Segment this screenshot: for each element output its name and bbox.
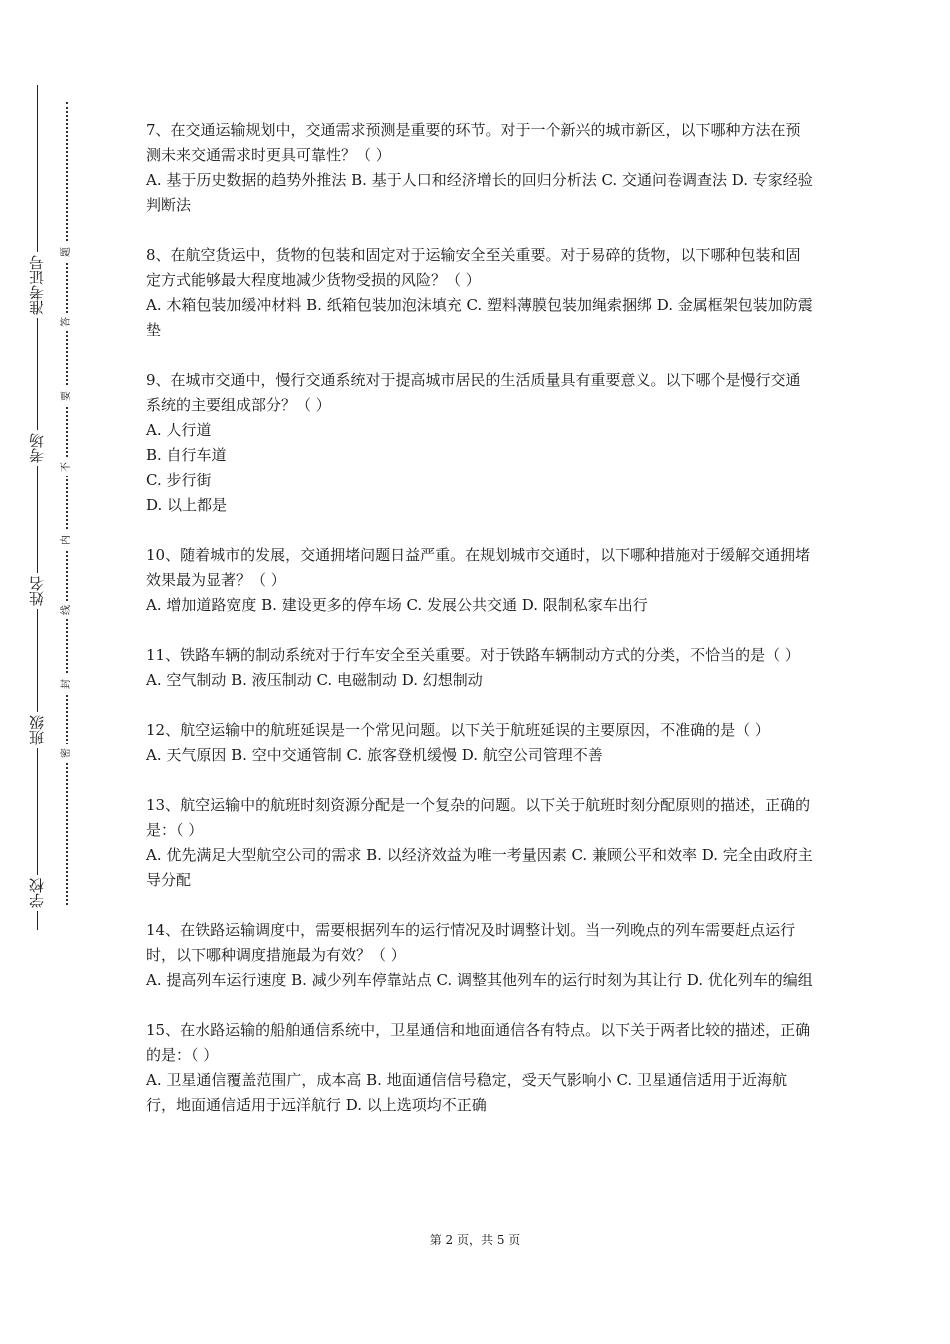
question-9 bbox=[146, 368, 814, 518]
class-field-label: 班级 bbox=[22, 712, 52, 748]
option-a: A. 人行道 bbox=[146, 421, 212, 439]
question-10 bbox=[146, 543, 814, 618]
seal-char: 题 bbox=[61, 243, 73, 261]
question-15 bbox=[146, 1018, 814, 1118]
question-list bbox=[146, 118, 814, 1143]
seal-char: 密 bbox=[61, 744, 73, 762]
question-options: A. 木箱包装加缓冲材料 B. 纸箱包装加泡沫填充 C. 塑料薄膜包装加绳索捆绑 D. 金属框架包装加防震垫 bbox=[146, 296, 813, 339]
seal-char: 线 bbox=[61, 601, 73, 619]
question-text: 9、在城市交通中，慢行交通系统对于提高城市居民的生活质量具有重要意义。以下哪个是慢行交通系统的主要组成部分？（ ） bbox=[146, 371, 801, 414]
question-14 bbox=[146, 918, 814, 993]
seal-dotted-line bbox=[66, 102, 68, 905]
question-options: A. 卫星通信覆盖范围广，成本高 B. 地面通信信号稳定，受天气影响小 C. 卫星通信适用于近海航行，地面通信适用于远洋航行 D. 以上选项均不正确 bbox=[146, 1071, 787, 1114]
page-number: 第 2 页，共 5 页 bbox=[429, 1233, 521, 1247]
question-12 bbox=[146, 718, 814, 768]
question-options: A. 增加道路宽度 B. 建设更多的停车场 C. 发展公共交通 D. 限制私家车出行 bbox=[146, 596, 648, 614]
binding-solid-line bbox=[37, 85, 38, 930]
question-options: A. 基于历史数据的趋势外推法 B. 基于人口和经济增长的回归分析法 C. 交通问卷调查法 D. 专家经验判断法 bbox=[146, 171, 813, 214]
question-7 bbox=[146, 118, 814, 218]
question-text: 15、在水路运输的船舶通信系统中，卫星通信和地面通信各有特点。以下关于两者比较的描述，正确的是：（ ） bbox=[146, 1021, 811, 1064]
option-c: C. 步行街 bbox=[146, 471, 212, 489]
seal-char: 封 bbox=[61, 675, 73, 693]
candidate-number-field-label: 准考证号 bbox=[22, 252, 52, 318]
binding-margin bbox=[0, 0, 110, 1344]
seal-char: 答 bbox=[61, 313, 73, 331]
question-options: A. 提高列车运行速度 B. 减少列车停靠站点 C. 调整其他列车的运行时刻为其让行 D. 优化列车的编组 bbox=[146, 971, 813, 989]
question-11 bbox=[146, 643, 814, 693]
question-text: 13、航空运输中的航班时刻资源分配是一个复杂的问题。以下关于航班时刻分配原则的描述，正确的是：（ ） bbox=[146, 796, 811, 839]
question-options: A. 天气原因 B. 空中交通管制 C. 旅客登机缓慢 D. 航空公司管理不善 bbox=[146, 746, 603, 764]
question-text: 7、在交通运输规划中，交通需求预测是重要的环节。对于一个新兴的城市新区，以下哪种方法在预测未来交通需求时更具可靠性？（ ） bbox=[146, 121, 801, 164]
option-d: D. 以上都是 bbox=[146, 496, 228, 514]
exam-room-field-label: 考场 bbox=[22, 430, 52, 466]
question-options: A. 空气制动 B. 液压制动 C. 电磁制动 D. 幻想制动 bbox=[146, 671, 483, 689]
question-13 bbox=[146, 793, 814, 893]
question-text: 11、铁路车辆的制动系统对于行车安全至关重要。对于铁路车辆制动方式的分类，不恰当的是（ ） bbox=[146, 646, 800, 664]
question-text: 14、在铁路运输调度中，需要根据列车的运行情况及时调整计划。当一列晚点的列车需要赶点运行时，以下哪种调度措施最为有效？（ ） bbox=[146, 921, 796, 964]
seal-char: 内 bbox=[61, 531, 73, 549]
question-8 bbox=[146, 243, 814, 343]
question-options: A. 优先满足大型航空公司的需求 B. 以经济效益为唯一考量因素 C. 兼顾公平和效率 D. 完全由政府主导分配 bbox=[146, 846, 813, 889]
question-text: 8、在航空货运中，货物的包装和固定对于运输安全至关重要。对于易碎的货物，以下哪种包装和固定方式能够最大程度地减少货物受损的风险？（ ） bbox=[146, 246, 801, 289]
question-text: 10、随着城市的发展，交通拥堵问题日益严重。在规划城市交通时，以下哪种措施对于缓解交通拥堵效果最为显著？（ ） bbox=[146, 546, 811, 589]
name-field-label: 姓名 bbox=[22, 573, 52, 609]
option-b: B. 自行车道 bbox=[146, 446, 227, 464]
seal-char: 不 bbox=[61, 458, 73, 476]
question-text: 12、航空运输中的航班延误是一个常见问题。以下关于航班延误的主要原因，不准确的是（ ） bbox=[146, 721, 770, 739]
school-field-label: 学校 bbox=[22, 875, 52, 911]
seal-char: 要 bbox=[61, 387, 73, 405]
